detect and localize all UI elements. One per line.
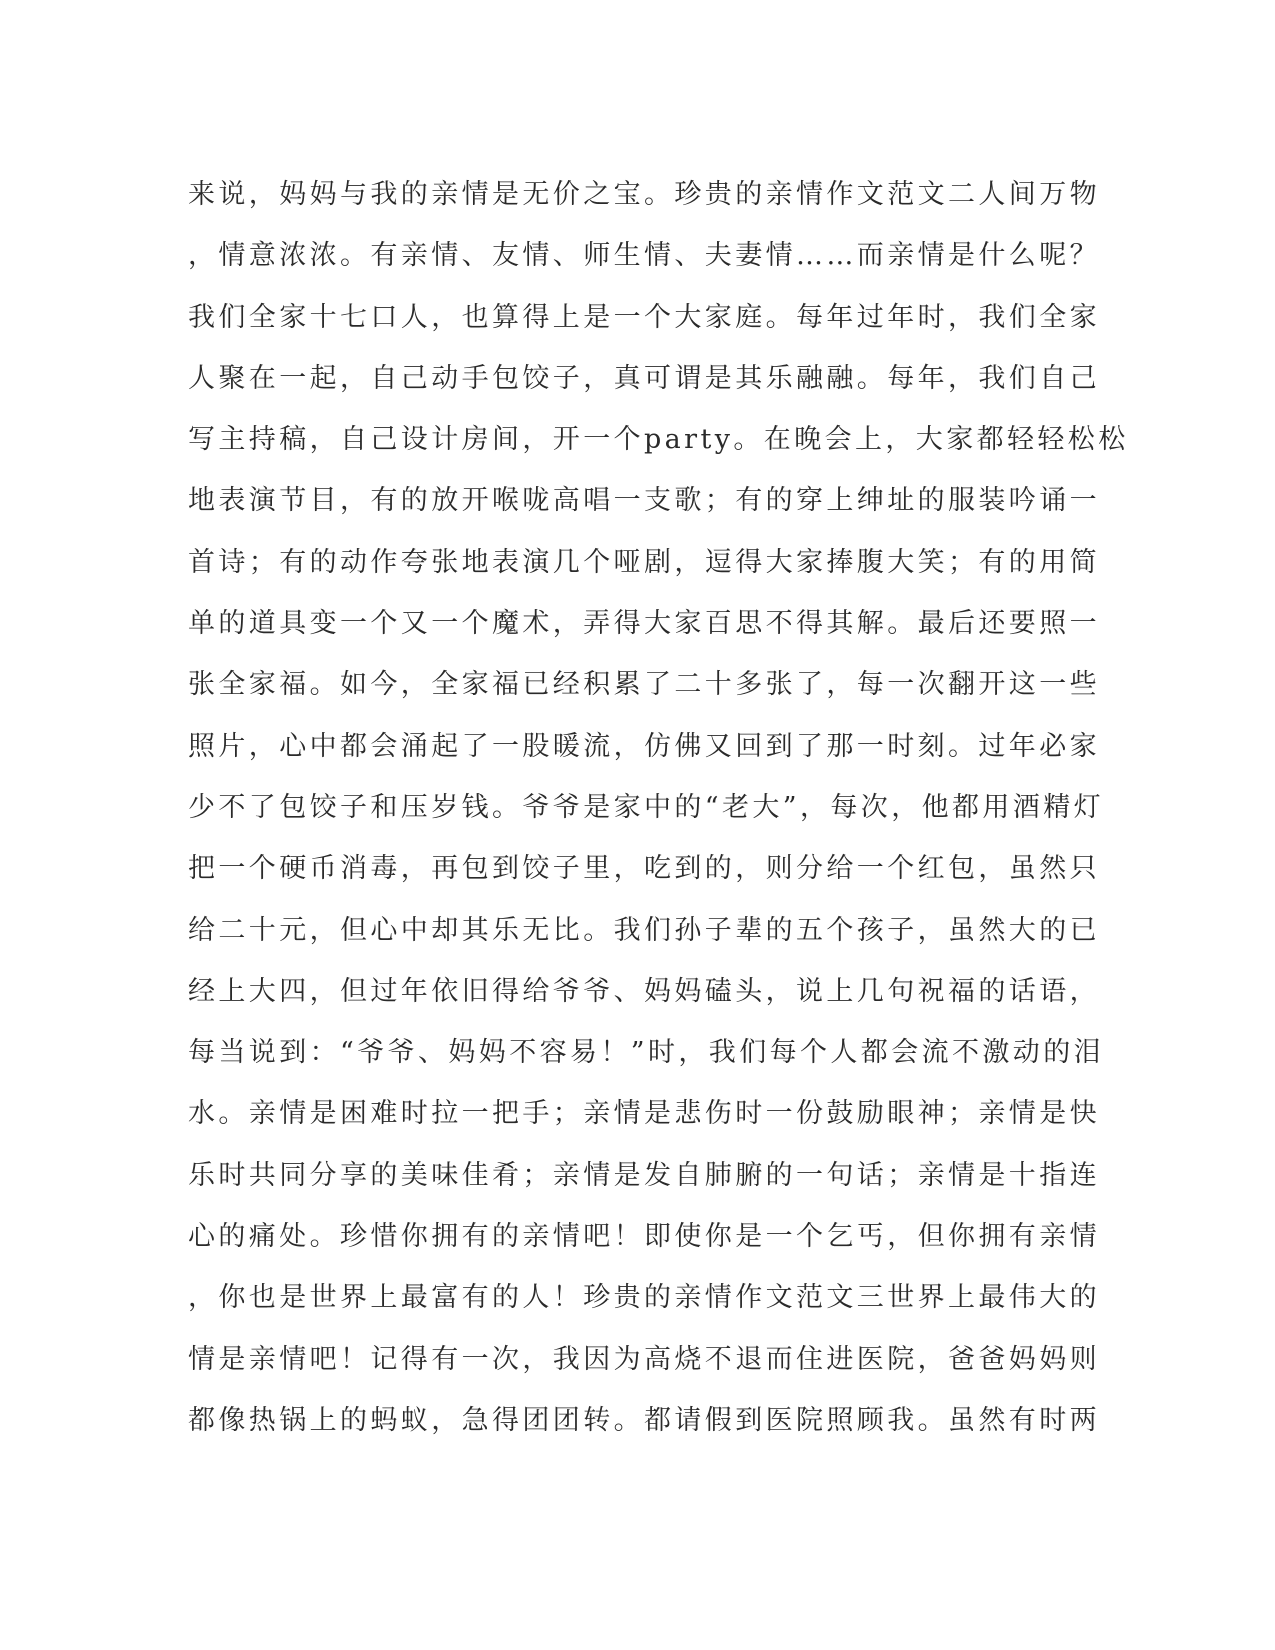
text-line: 首诗；有的动作夸张地表演几个哑剧，逗得大家捧腹大笑；有的用简 bbox=[188, 546, 1100, 578]
text-line: 经上大四，但过年依旧得给爷爷、妈妈磕头，说上几句祝福的话语， bbox=[188, 975, 1100, 1007]
text-line: 张全家福。如今，全家福已经积累了二十多张了，每一次翻开这一些 bbox=[188, 669, 1100, 701]
text-line: ，情意浓浓。有亲情、友情、师生情、夫妻情……而亲情是什么呢？ bbox=[188, 240, 1100, 272]
text-line: 单的道具变一个又一个魔术，弄得大家百思不得其解。最后还要照一 bbox=[188, 608, 1100, 640]
text-line: 心的痛处。珍惜你拥有的亲情吧！即使你是一个乞丐，但你拥有亲情 bbox=[188, 1221, 1100, 1253]
text-line: 少不了包饺子和压岁钱。爷爷是家中的“老大”，每次，他都用酒精灯 bbox=[188, 791, 1105, 823]
text-line: 地表演节目，有的放开喉咙高唱一支歌；有的穿上绅址的服装吟诵一 bbox=[188, 485, 1100, 517]
text-line: 人聚在一起，自己动手包饺子，真可谓是其乐融融。每年，我们自己 bbox=[188, 362, 1100, 394]
text-line: 给二十元，但心中却其乐无比。我们孙子辈的五个孩子，虽然大的已 bbox=[188, 914, 1100, 946]
text-line: 来说，妈妈与我的亲情是无价之宝。珍贵的亲情作文范文二人间万物 bbox=[188, 179, 1100, 210]
text-line: 乐时共同分享的美味佳肴；亲情是发自肺腑的一句话；亲情是十指连 bbox=[188, 1159, 1100, 1191]
body-text bbox=[188, 164, 1129, 1451]
text-line: 照片，心中都会涌起了一股暖流，仿佛又回到了那一时刻。过年必家 bbox=[188, 730, 1100, 762]
text-line: ，你也是世界上最富有的人！珍贵的亲情作文范文三世界上最伟大的 bbox=[188, 1282, 1100, 1314]
text-line: 把一个硬币消毒，再包到饺子里，吃到的，则分给一个红包，虽然只 bbox=[188, 853, 1100, 885]
text-line: 都像热锅上的蚂蚁，急得团团转。都请假到医院照顾我。虽然有时两 bbox=[188, 1404, 1100, 1436]
text-line: 写主持稿，自己设计房间，开一个party。在晚会上，大家都轻轻松松 bbox=[188, 424, 1129, 456]
text-line: 我们全家十七口人，也算得上是一个大家庭。每年过年时，我们全家 bbox=[188, 301, 1100, 333]
text-line: 水。亲情是困难时拉一把手；亲情是悲伤时一份鼓励眼神；亲情是快 bbox=[188, 1098, 1100, 1130]
text-line: 每当说到：“爷爷、妈妈不容易！”时，我们每个人都会流不激动的泪 bbox=[188, 1037, 1105, 1069]
text-line: 情是亲情吧！记得有一次，我因为高烧不退而住进医院，爸爸妈妈则 bbox=[188, 1343, 1100, 1375]
